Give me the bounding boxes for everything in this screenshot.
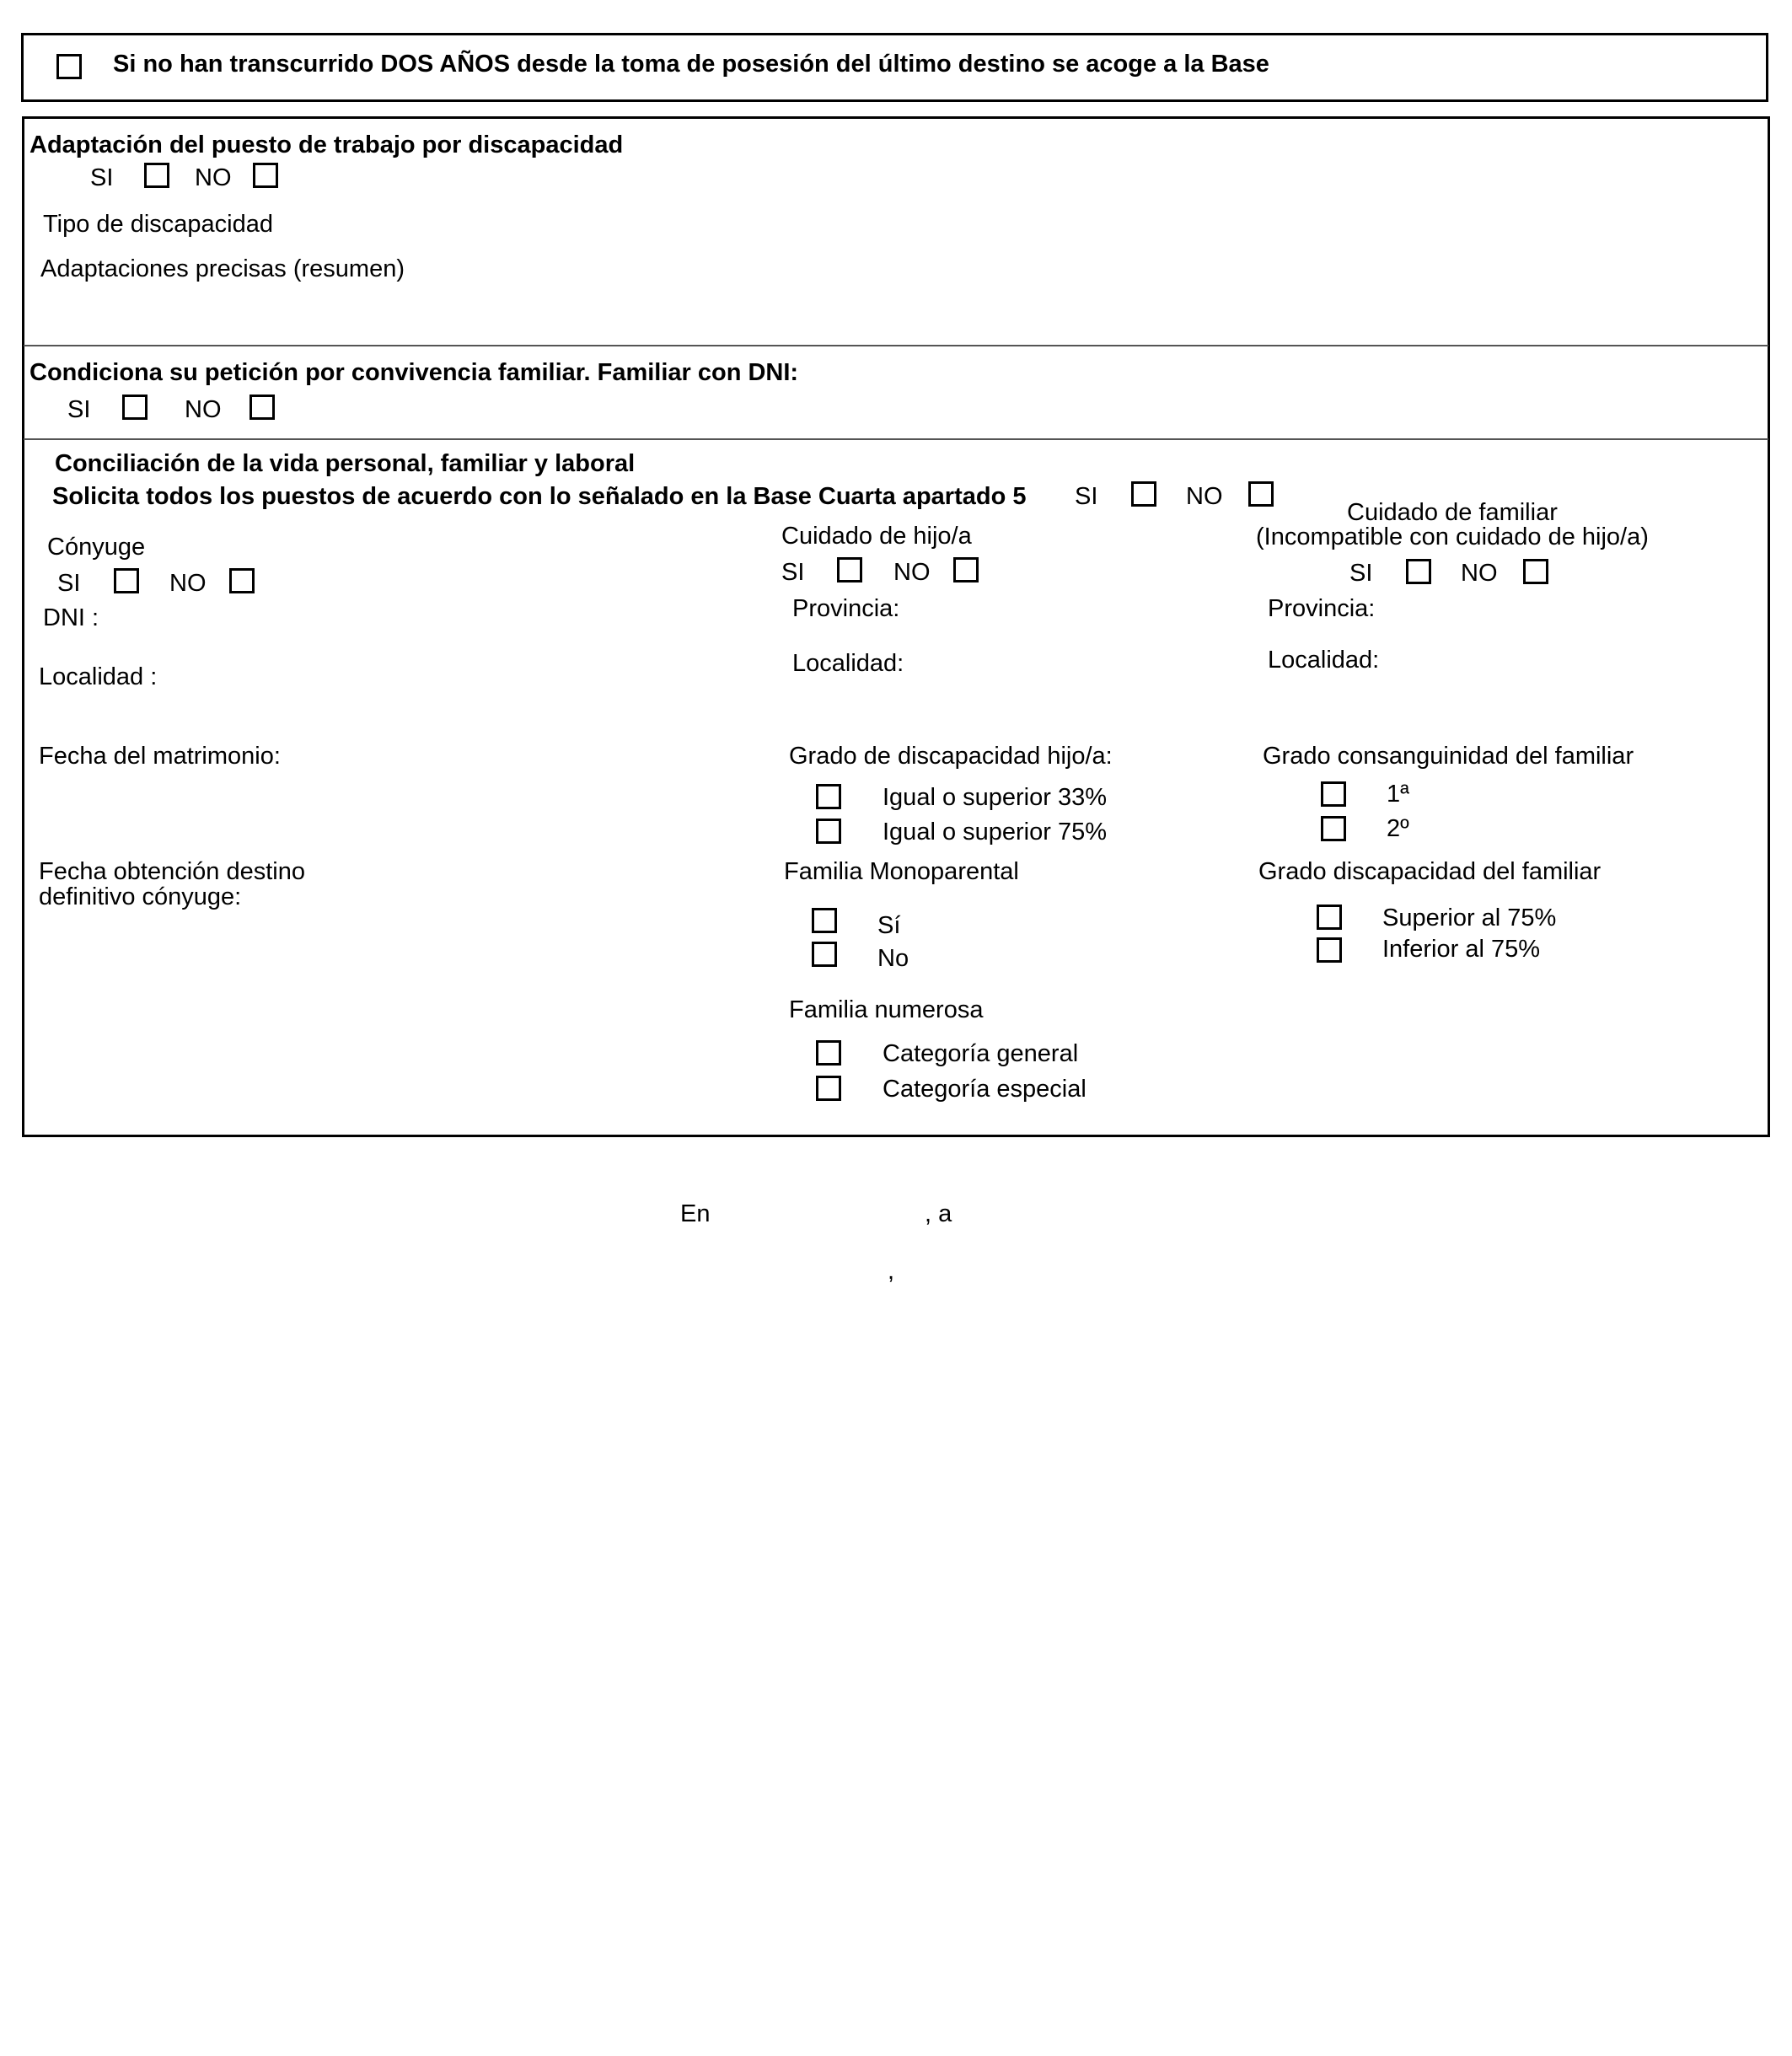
consanguinidad-1-checkbox[interactable]	[1321, 781, 1346, 807]
condiciona-title: Condiciona su petición por convivencia familiar. Familiar con DNI:	[30, 359, 799, 386]
discapacidad-superior-checkbox[interactable]	[1317, 905, 1342, 930]
solicita-no-checkbox[interactable]	[1248, 481, 1274, 507]
footer-comma: ,	[888, 1258, 895, 1285]
adaptacion-no-checkbox[interactable]	[253, 163, 278, 188]
condiciona-no-checkbox[interactable]	[249, 395, 275, 420]
hijo-grado-33-checkbox[interactable]	[816, 784, 841, 809]
familiar-si-label: SI	[1349, 560, 1373, 587]
consanguinidad-1-label: 1ª	[1387, 781, 1409, 808]
conyuge-localidad-label: Localidad :	[39, 663, 158, 690]
numerosa-general-checkbox[interactable]	[816, 1040, 841, 1066]
conyuge-si-label: SI	[57, 570, 81, 597]
hijo-title: Cuidado de hijo/a	[781, 523, 972, 550]
footer-a: , a	[925, 1200, 952, 1227]
fecha-destino-label-2: definitivo cónyuge:	[39, 883, 242, 910]
monoparental-si-label: Sí	[877, 912, 901, 939]
condiciona-si-label: SI	[67, 396, 91, 423]
adaptacion-no-label: NO	[195, 164, 232, 191]
consanguinidad-2-checkbox[interactable]	[1321, 816, 1346, 841]
hijo-no-label: NO	[893, 559, 931, 586]
adaptaciones-label: Adaptaciones precisas (resumen)	[40, 255, 405, 282]
conyuge-dni-label: DNI :	[43, 604, 99, 631]
familiar-si-checkbox[interactable]	[1406, 559, 1431, 584]
familiar-localidad-label: Localidad:	[1268, 647, 1380, 674]
footer-en: En	[680, 1200, 711, 1227]
condiciona-no-label: NO	[185, 396, 222, 423]
conyuge-no-checkbox[interactable]	[229, 568, 255, 593]
adaptacion-si-label: SI	[90, 164, 114, 191]
familiar-no-label: NO	[1461, 560, 1498, 587]
numerosa-general-label: Categoría general	[883, 1040, 1079, 1067]
dos-anos-checkbox[interactable]	[56, 54, 82, 79]
monoparental-si-checkbox[interactable]	[812, 908, 837, 933]
adaptacion-si-checkbox[interactable]	[144, 163, 169, 188]
discapacidad-inferior-checkbox[interactable]	[1317, 937, 1342, 963]
fecha-matrimonio-label: Fecha del matrimonio:	[39, 743, 281, 770]
divider-1	[24, 345, 1768, 346]
consanguinidad-2-label: 2º	[1387, 815, 1409, 842]
hijo-grado-title: Grado de discapacidad hijo/a:	[789, 743, 1113, 770]
hijo-si-checkbox[interactable]	[837, 557, 862, 582]
hijo-grado-75-label: Igual o superior 75%	[883, 819, 1107, 845]
conyuge-si-checkbox[interactable]	[114, 568, 139, 593]
numerosa-especial-label: Categoría especial	[883, 1076, 1086, 1103]
solicita-si-checkbox[interactable]	[1131, 481, 1156, 507]
familiar-subtitle: (Incompatible con cuidado de hijo/a)	[1256, 523, 1649, 550]
discapacidad-inferior-label: Inferior al 75%	[1382, 936, 1540, 963]
conyuge-title: Cónyuge	[47, 534, 146, 561]
monoparental-no-checkbox[interactable]	[812, 942, 837, 967]
adaptacion-title: Adaptación del puesto de trabajo por discapacidad	[30, 132, 624, 158]
hijo-localidad-label: Localidad:	[792, 650, 904, 677]
solicita-label: Solicita todos los puestos de acuerdo con lo señalado en la Base Cuarta apartado 5	[52, 483, 1027, 510]
condiciona-si-checkbox[interactable]	[122, 395, 148, 420]
divider-2	[24, 438, 1768, 440]
familiar-no-checkbox[interactable]	[1523, 559, 1548, 584]
hijo-si-label: SI	[781, 559, 805, 586]
conciliacion-title: Conciliación de la vida personal, familiar y laboral	[55, 450, 636, 477]
consanguinidad-title: Grado consanguinidad del familiar	[1263, 743, 1634, 770]
solicita-no-label: NO	[1186, 483, 1223, 510]
conyuge-no-label: NO	[169, 570, 207, 597]
discapacidad-familiar-title: Grado discapacidad del familiar	[1258, 858, 1602, 885]
hijo-no-checkbox[interactable]	[953, 557, 979, 582]
monoparental-no-label: No	[877, 945, 909, 972]
tipo-discapacidad-label: Tipo de discapacidad	[43, 211, 273, 238]
numerosa-especial-checkbox[interactable]	[816, 1076, 841, 1101]
monoparental-title: Familia Monoparental	[784, 858, 1019, 885]
familiar-provincia-label: Provincia:	[1268, 595, 1376, 622]
hijo-grado-75-checkbox[interactable]	[816, 819, 841, 844]
hijo-grado-33-label: Igual o superior 33%	[883, 784, 1107, 811]
hijo-provincia-label: Provincia:	[792, 595, 900, 622]
solicita-si-label: SI	[1075, 483, 1098, 510]
numerosa-title: Familia numerosa	[789, 996, 984, 1023]
discapacidad-superior-label: Superior al 75%	[1382, 905, 1557, 931]
fecha-destino-label-1: Fecha obtención destino	[39, 858, 305, 885]
dos-anos-label: Si no han transcurrido DOS AÑOS desde la toma de posesión del último destino se acoge a la Base	[113, 51, 1269, 78]
familiar-title: Cuidado de familiar	[1347, 499, 1558, 526]
